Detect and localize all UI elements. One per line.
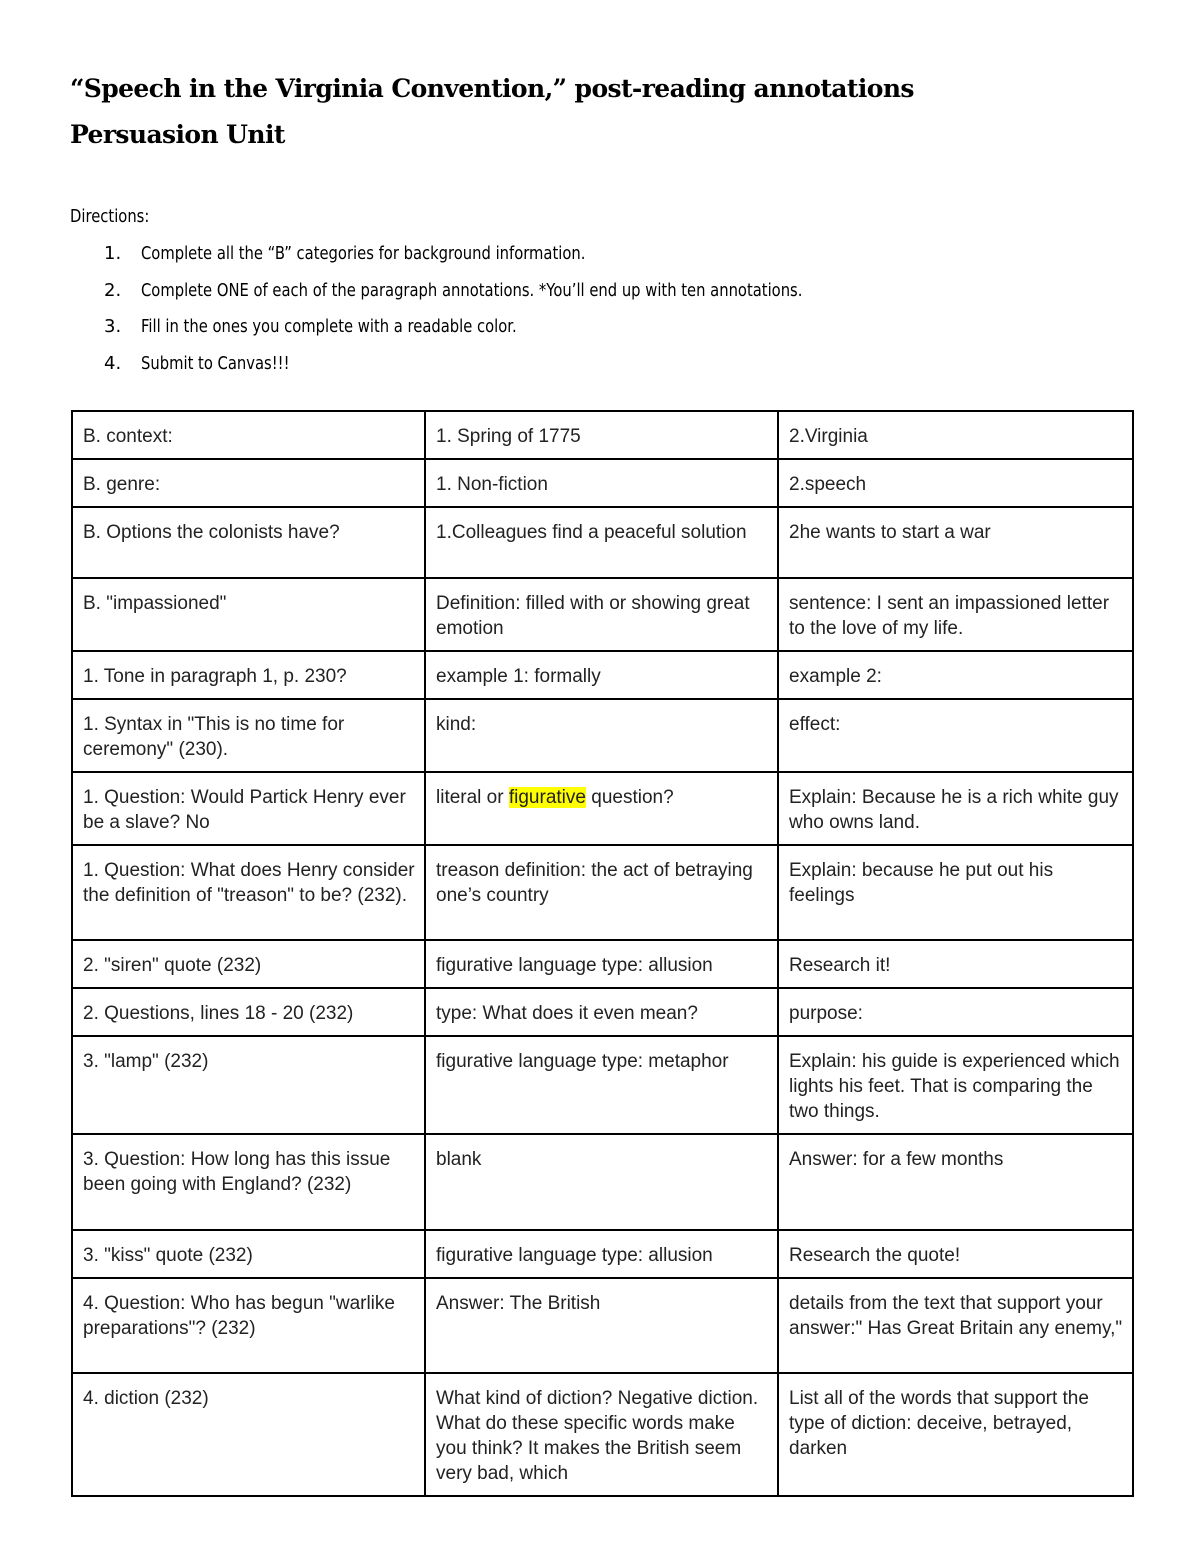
document-title: “Speech in the Virginia Convention,” post-reading annotations [70, 74, 914, 103]
response-cell-2: purpose: [778, 988, 1133, 1036]
response-cell-1: What kind of diction? Negative diction. What do these specific words make you think? It makes the British seem very bad, which [425, 1373, 778, 1496]
table-row [72, 1134, 1133, 1230]
prompt-cell: 1. Tone in paragraph 1, p. 230? [72, 651, 425, 699]
response-cell-2: Research it! [778, 940, 1133, 988]
prompt-cell: 2. "siren" quote (232) [72, 940, 425, 988]
response-cell-1: figurative language type: allusion [425, 1230, 778, 1278]
prompt-cell: 1. Question: Would Partick Henry ever be a slave? No [72, 772, 425, 845]
direction-number: 2. [104, 279, 122, 301]
directions-list [104, 243, 948, 389]
direction-number: 1. [104, 243, 122, 264]
response-cell-1 [425, 772, 778, 845]
response-cell-2: 2.speech [778, 459, 1133, 507]
direction-item [104, 280, 948, 317]
direction-text: Submit to Canvas!!! [141, 352, 290, 374]
cell-text: question? [585, 787, 674, 808]
response-cell-2: Answer: for a few months [778, 1134, 1133, 1230]
response-cell-1: 1.Colleagues find a peaceful solution [425, 507, 778, 578]
response-cell-1: 1. Spring of 1775 [425, 411, 778, 459]
direction-text: Complete all the “B” categories for background information. [141, 243, 586, 264]
response-cell-2: Explain: Because he is a rich white guy who owns land. [778, 772, 1133, 845]
prompt-cell: 1. Question: What does Henry consider the definition of "treason" to be? (232). [72, 845, 425, 940]
response-cell-2: sentence: I sent an impassioned letter to the love of my life. [778, 578, 1133, 651]
prompt-cell: B. Options the colonists have? [72, 507, 425, 578]
response-cell-2: Research the quote! [778, 1230, 1133, 1278]
prompt-cell: 2. Questions, lines 18 - 20 (232) [72, 988, 425, 1036]
direction-text: Fill in the ones you complete with a readable color. [141, 316, 517, 337]
direction-item [104, 353, 948, 390]
direction-number: 3. [104, 316, 122, 337]
prompt-cell: 4. Question: Who has begun "warlike preparations"? (232) [72, 1278, 425, 1373]
response-cell-1: kind: [425, 699, 778, 772]
highlighted-answer: figurative [508, 787, 586, 808]
table-row [72, 845, 1133, 940]
response-cell-2: example 2: [778, 651, 1133, 699]
response-cell-1: Answer: The British [425, 1278, 778, 1373]
table-row [72, 699, 1133, 772]
prompt-cell: 4. diction (232) [72, 1373, 425, 1496]
response-cell-1: type: What does it even mean? [425, 988, 778, 1036]
direction-text: Complete ONE of each of the paragraph annotations. *You’ll end up with ten annotations. [141, 279, 803, 301]
response-cell-2: Explain: because he put out his feelings [778, 845, 1133, 940]
table-row [72, 507, 1133, 578]
response-cell-2: 2he wants to start a war [778, 507, 1133, 578]
response-cell-2: List all of the words that support the type of diction: deceive, betrayed, darken [778, 1373, 1133, 1496]
response-cell-2: Explain: his guide is experienced which lights his feet. That is comparing the two things. [778, 1036, 1133, 1134]
table-row [72, 411, 1133, 459]
prompt-cell: 1. Syntax in "This is no time for ceremony" (230). [72, 699, 425, 772]
cell-text: literal or [436, 787, 509, 808]
table-row [72, 1230, 1133, 1278]
direction-number: 4. [104, 352, 122, 374]
response-cell-1: figurative language type: metaphor [425, 1036, 778, 1134]
table-row [72, 940, 1133, 988]
response-cell-1: 1. Non-fiction [425, 459, 778, 507]
direction-item [104, 243, 948, 280]
table-row [72, 1373, 1133, 1496]
response-cell-2: 2.Virginia [778, 411, 1133, 459]
prompt-cell: 3. Question: How long has this issue been going with England? (232) [72, 1134, 425, 1230]
table-row [72, 988, 1133, 1036]
table-row [72, 1278, 1133, 1373]
unit-subtitle: Persuasion Unit [70, 120, 285, 149]
response-cell-1: Definition: filled with or showing great emotion [425, 578, 778, 651]
prompt-cell: B. "impassioned" [72, 578, 425, 651]
prompt-cell: 3. "kiss" quote (232) [72, 1230, 425, 1278]
direction-item [104, 316, 948, 353]
prompt-cell: B. context: [72, 411, 425, 459]
response-cell-2: effect: [778, 699, 1133, 772]
prompt-cell: B. genre: [72, 459, 425, 507]
table-row [72, 578, 1133, 651]
response-cell-1: blank [425, 1134, 778, 1230]
directions-heading: Directions: [70, 206, 150, 227]
table-row [72, 651, 1133, 699]
annotations-table [71, 410, 1134, 1497]
table-row [72, 1036, 1133, 1134]
response-cell-1: example 1: formally [425, 651, 778, 699]
response-cell-2: details from the text that support your answer:" Has Great Britain any enemy," [778, 1278, 1133, 1373]
table-row [72, 772, 1133, 845]
response-cell-1: figurative language type: allusion [425, 940, 778, 988]
table-row [72, 459, 1133, 507]
response-cell-1: treason definition: the act of betraying one’s country [425, 845, 778, 940]
prompt-cell: 3. "lamp" (232) [72, 1036, 425, 1134]
